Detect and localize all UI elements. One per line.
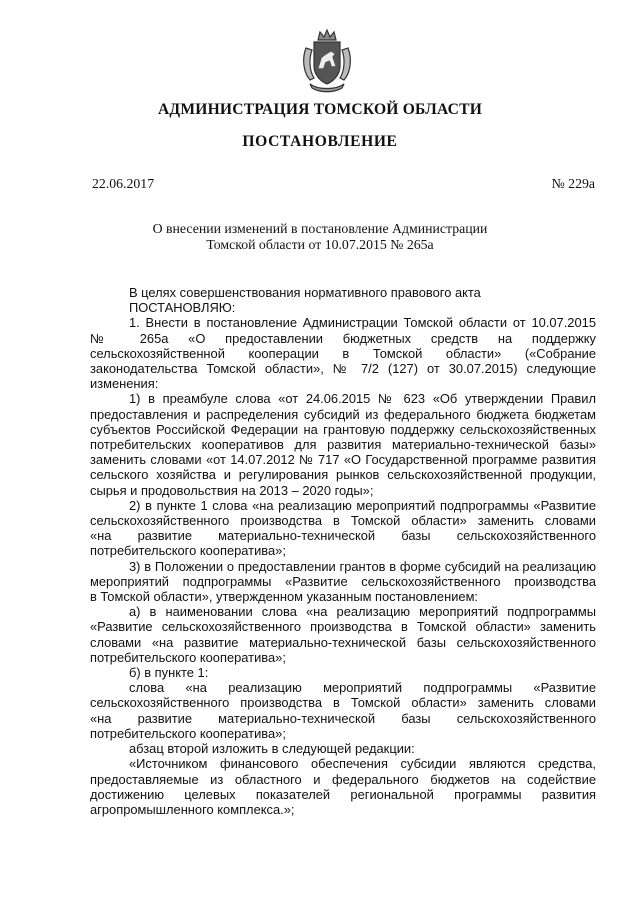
text-line: «Источником финансового обеспечения субсидии являются средства, [129,756,596,772]
paragraph-subitem-a [90,604,596,665]
document-body [90,285,596,817]
text-line: сельскохозяйственной кооперации в Томской области» («Собрание [90,345,596,361]
subject-line: Томской области от 10.07.2015 № 265а [206,237,434,252]
text-line: а) в наименовании слова «на реализацию мероприятий подпрограммы [129,604,596,620]
text-line: «Развитие сельскохозяйственного производства в Томской области» заменить [90,619,596,635]
text-line: в Томской области», утвержденном указанным постановлением: [90,589,479,605]
text-line: сырья и продовольствия на 2013 – 2020 годы»; [90,482,374,498]
document-date: 22.06.2017 [92,176,155,191]
paragraph-second-abzac [90,741,596,756]
paragraph-subitem-2 [90,498,596,559]
paragraph-subitem-1 [90,391,596,497]
text-line: «на развитие материально-технической базы сельскохозяйственного [90,528,596,544]
text-line: В целях совершенствования нормативного правового акта [129,285,481,300]
text-line: потребительских кооперативов для развития материально-технической базы» [90,437,596,453]
text-line: агропромышленного комплекса.»; [90,801,295,817]
text-line: достижению целевых показателей региональной программы развития [90,786,596,802]
text-line: «на развитие материально-технической базы сельскохозяйственного [90,710,596,726]
text-line: потребительского кооператива»; [90,543,286,559]
text-line: заменить словами «от 14.07.2012 № 717 «О Государственной программе развития [90,452,596,468]
subject-line: О внесении изменений в постановление Администрации [152,221,488,236]
text-line: 1) в преамбуле слова «от 24.06.2015 № 623 «Об утверждении Правил [129,391,596,407]
paragraph-resolve [90,300,596,315]
document-subject [0,221,640,253]
text-line: изменения: [90,376,159,392]
text-line: ПОСТАНОВЛЯЮ: [129,300,236,316]
text-line: 3) в Положении о предоставлении грантов в форме субсидий на реализацию [129,558,596,574]
paragraph-words [90,680,596,741]
paragraph-quote [90,756,596,817]
text-line: слова «на реализацию мероприятий подпрограммы «Развитие [129,680,596,696]
text-line: мероприятий подпрограммы «Развитие сельскохозяйственного производства [90,573,596,589]
text-line: сельскохозяйственного производства в Томской области» заменить словами [90,695,596,711]
coat-of-arms-emblem [300,28,354,94]
text-line: 1. Внести в постановление Администрации Томской области от 10.07.2015 [129,315,596,331]
document-type-title: ПОСТАНОВЛЕНИЕ [242,133,398,150]
text-line: б) в пункте 1: [129,665,209,681]
text-line: предоставления и распределения субсидий из федерального бюджета бюджетам [90,406,596,422]
document-number: № 229а [551,176,595,191]
text-line: сельского хозяйства и регулирования рынков сельскохозяйственной продукции, [90,467,596,483]
text-line: 2) в пункте 1 слова «на реализацию мероприятий подпрограммы «Развитие [129,497,596,513]
paragraph-subitem-b [90,665,596,680]
text-line: потребительского кооператива»; [90,725,286,741]
text-line: субъектов Российской Федерации на грантовую поддержку сельскохозяйственных [90,421,596,437]
text-line: потребительского кооператива»; [90,649,286,665]
text-line: № 265а «О предоставлении бюджетных средств на поддержку [90,330,596,346]
text-line: законодательства Томской области», № 7/2 (127) от 30.07.2015) следующие [90,361,596,377]
text-line: абзац второй изложить в следующей редакции: [129,741,415,757]
text-line: словами «на развитие материально-технической базы сельскохозяйственного [90,634,596,650]
text-line: предоставляемые из областного и федерального бюджетов на содействие [90,771,596,787]
organization-title: АДМИНИСТРАЦИЯ ТОМСКОЙ ОБЛАСТИ [157,101,483,118]
paragraph-item-1 [90,315,596,391]
paragraph-preamble [90,285,596,300]
paragraph-subitem-3 [90,559,596,605]
text-line: сельскохозяйственного производства в Томской области» заменить словами [90,513,596,529]
